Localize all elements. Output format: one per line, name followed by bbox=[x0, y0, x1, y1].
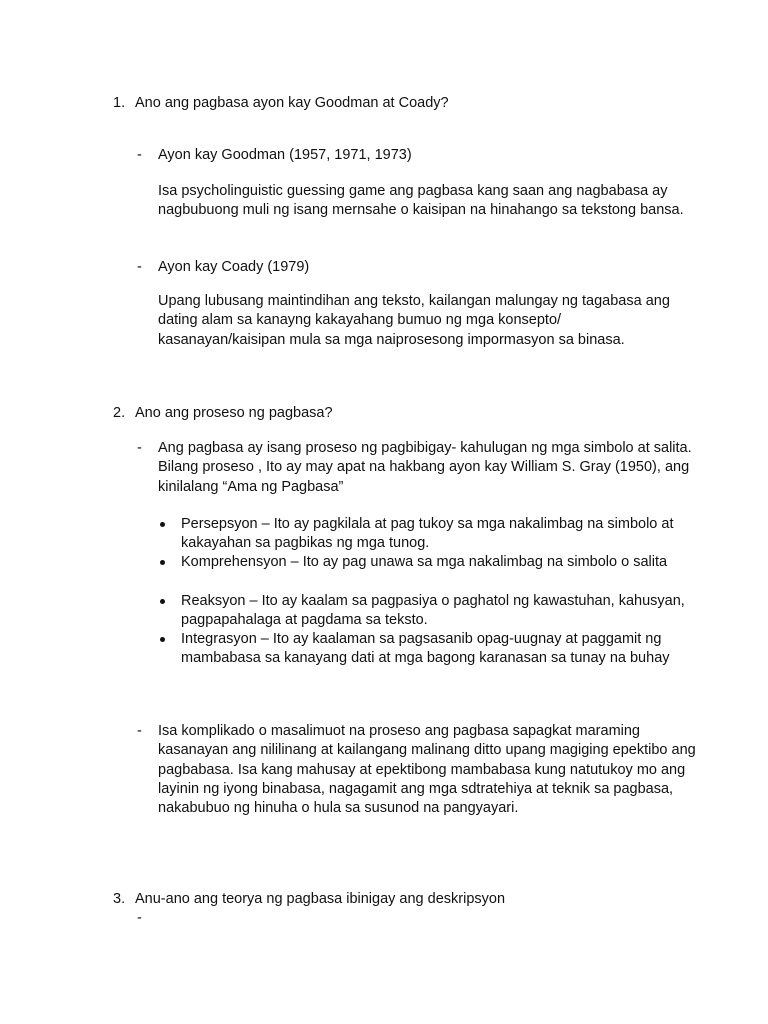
question-text: Ano ang proseso ng pagbasa? bbox=[135, 405, 333, 421]
question-number: 2. bbox=[113, 405, 126, 421]
bullet-text: Integrasyon – Ito ay kaalaman sa pagsasanib opag-uugnay at paggamit ng mambabasa sa kanayang dati at mga bagong karanasan sa tunay na buhay bbox=[181, 631, 670, 667]
question-text: Ano ang pagbasa ayon kay Goodman at Coady? bbox=[135, 95, 449, 111]
goodman-text: Isa psycholinguistic guessing game ang pagbasa kang saan ang nagbabasa ay nagbubuong muli ng isang mernsahe o kaisipan na hinahango sa tekstong bansa. bbox=[158, 183, 684, 219]
coady-text: Upang lubusang maintindihan ang teksto, kailangan malungay ng tagabasa ang dating alam sa kanayng kakayahang bumuo ng mga konsepto/ kasanayan/kaisipan mula sa mga naiprosesong impormasyon sa binasa. bbox=[158, 293, 670, 348]
dash-marker: - bbox=[137, 259, 142, 275]
bullet-icon bbox=[160, 522, 165, 527]
bullet-icon bbox=[160, 637, 165, 642]
goodman-heading: Ayon kay Goodman (1957, 1971, 1973) bbox=[158, 147, 412, 163]
question-number: 3. bbox=[113, 891, 126, 907]
process-intro: Ang pagbasa ay isang proseso ng pagbibigay- kahulugan ng mga simbolo at salita. Bilang proseso , Ito ay may apat na hakbang ayon kay William S. Gray (1950), ang kinilalang “Ama ng Pagbasa” bbox=[158, 440, 692, 495]
bullet-text: Persepsyon – Ito ay pagkilala at pag tukoy sa mga nakalimbag na simbolo at kakayahan sa pagbikas ng mga tunog. bbox=[181, 516, 674, 552]
bullet-text: Komprehensyon – Ito ay pag unawa sa mga nakalimbag na simbolo o salita bbox=[181, 554, 668, 570]
question-number: 1. bbox=[113, 95, 126, 111]
question-text: Anu-ano ang teorya ng pagbasa ibinigay ang deskripsyon bbox=[135, 891, 506, 907]
dash-marker: - bbox=[137, 440, 142, 456]
bullet-icon bbox=[160, 560, 165, 565]
dash-marker: - bbox=[137, 910, 142, 926]
process-closing: Isa komplikado o masalimuot na proseso ang pagbasa sapagkat maraming kasanayan ang nililinang at kailangang malinang ditto upang magiging epektibo ang pagbabasa. Isa kang mahusay at epektibong mambabasa kung natutukoy mo ang layinin ng iyong binabasa, nagagamit ang mga sdtratehiya at teknik sa pagbasa, nakabubuo ng hinuha o hula sa susunod na pangyayari. bbox=[158, 723, 696, 817]
bullet-text: Reaksyon – Ito ay kaalam sa pagpasiya o paghatol ng kawastuhan, kahusyan, pagpapahalaga at pagdama sa teksto. bbox=[181, 593, 685, 629]
coady-heading: Ayon kay Coady (1979) bbox=[158, 259, 310, 275]
bullet-icon bbox=[160, 599, 165, 604]
dash-marker: - bbox=[137, 147, 142, 163]
dash-marker: - bbox=[137, 723, 142, 739]
